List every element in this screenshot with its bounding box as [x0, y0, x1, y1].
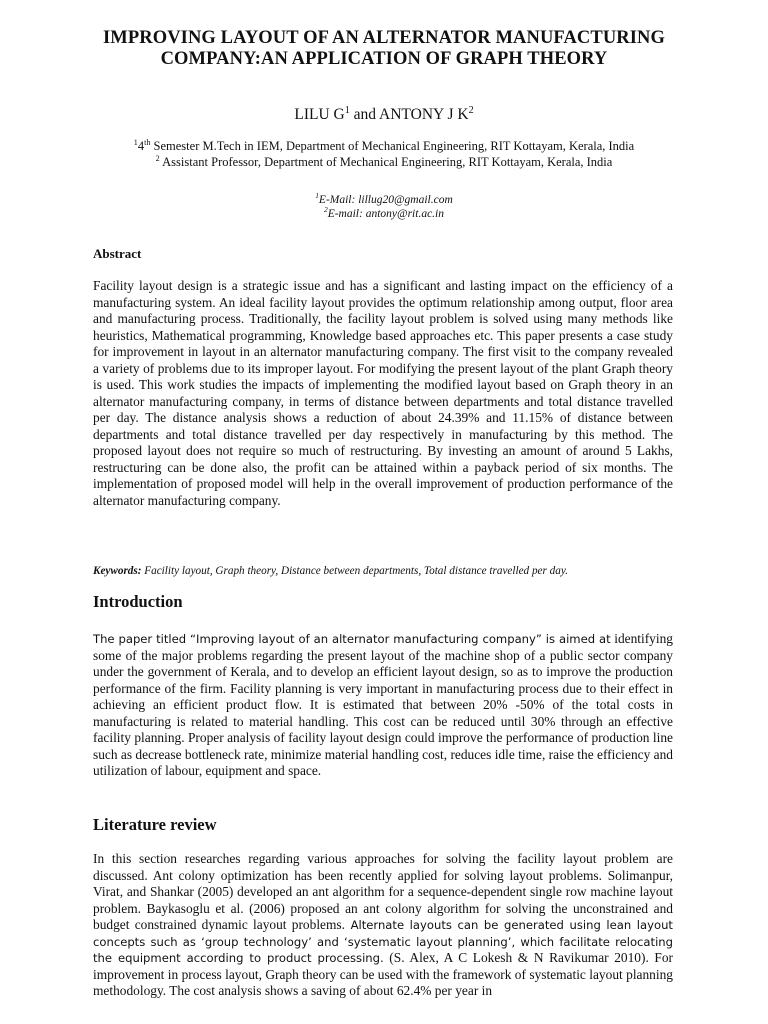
author-2: ANTONY J K: [379, 106, 469, 123]
email-1: $^1$E-Mail: lillug20@gmail.com: [315, 191, 453, 206]
introduction-lead: The paper titled “Improving layout of an alternator manufacturing company” is aimed at: [93, 632, 611, 646]
introduction-text: [93, 631, 673, 780]
affiliations: [60, 138, 708, 170]
affiliation-1-text: Semester M.Tech in IEM, Department of Mechanical Engineering, RIT Kottayam, Kerala, India: [150, 139, 635, 153]
literature-part-1: In this section researches regarding various approaches for solving the facility layout problem are discussed. Ant colony optimization has been recently applied for solving layout problems. Solimanpur, Virat, and Shankar (2005) developed an ant algorithm for a sequence-dependent single row machine layout problem. Baykasoglu et al. (2006) proposed an ant colony algorithm for solving the unconstrained and budget constrained dynamic layout problems.: [93, 851, 673, 932]
literature-part-3: (S. Alex, A C Lokesh & N Ravikumar 2010). For improvement in process layout, Graph theory can be used with the framework of systematic layout planning methodology. The cost analysis shows a saving of about 62.4% per year in: [93, 950, 674, 998]
affiliation-2-text: Assistant Professor, Department of Mechanical Engineering, RIT Kottayam, Kerala, India: [159, 155, 613, 169]
literature-review-heading: Literature review: [93, 815, 217, 834]
introduction-body: identifying some of the major problems regarding the present layout of the machine shop of a public sector company under the government of Kerala, and to develop an efficient layout design, so as to improve the production performance of the firm. Facility planning is very important in manufacturing process due to their effect in achieving an efficient product flow. It is estimated that between 20% -50% of the total costs in manufacturing is related to material handling. This cost can be reduced until 30% through an effective facility planning. Proper analysis of facility layout design could improve the performance of production line such as decrease bottleneck rate, minimize material handling cost, reduces idle time, raise the efficiency and utilization of labour, equipment and space.: [93, 631, 673, 778]
keywords-line: [93, 564, 683, 578]
email-2: $^2$E-mail: antony@rit.ac.in: [323, 204, 445, 220]
affiliation-2: [60, 154, 708, 170]
author-connector: and: [349, 106, 380, 123]
author-1-superscript: 1: [344, 104, 350, 116]
affiliation-1: $^1$4th Semester M.Tech in IEM, Department of Mechanical Engineering, RIT Kottayam, Kerala, India: [133, 137, 635, 153]
keywords-label: Keywords:: [93, 565, 142, 577]
literature-review-text: [93, 851, 673, 1000]
keywords-text: Facility layout, Graph theory, Distance between departments, Total distance travelled per day.: [141, 565, 568, 577]
abstract-text: Facility layout design is a strategic issue and has a significant and lasting impact on the efficiency of a manufacturing system. An ideal facility layout provides the optimum relationship among output, floor area and manufacturing process. Traditionally, the facility layout problem is solved using many methods like heuristics, Mathematical programming, Knowledge based approaches etc. This paper presents a case study for improvement in layout in an alternator manufacturing company. The first visit to the company revealed a variety of problems due to its improper layout. For modifying the present layout of the plant Graph theory is used. This work studies the impacts of implementing the modified layout based on Graph theory in an alternator manufacturing company, in terms of distance between departments and total distance travelled per day. The distance analysis shows a reduction of about 24.39% and 11.15% of distance between departments and total distance travelled per day respectively in manufacturing by this method. The proposed layout does not require so much of restructuring. By investing an amount of around 5 Lakhs, restructuring can be done also, the profit can be attained within a payback period of six months. The implementation of proposed model will help in the overall improvement of production performance of the alternator manufacturing company.: [93, 278, 673, 508]
author-line: [60, 106, 708, 124]
literature-part-2: Alternate layouts can be generated using lean layout concepts such as ‘group technology’ and ‘systematic layout planning’, which facilitate relocating the equipment according to product processing.: [93, 918, 673, 965]
paper-title: IMPROVING LAYOUT OF AN ALTERNATOR MANUFACTURING COMPANY:AN APPLICATION OF GRAPH THEORY: [103, 28, 665, 69]
affiliation-2-marker: 2: [155, 153, 160, 163]
author-1: LILU G: [294, 106, 345, 123]
introduction-heading: Introduction: [93, 592, 183, 611]
author-2-superscript: 2: [468, 104, 474, 116]
email-block: [60, 191, 708, 221]
affiliation-1-marker: 1: [133, 137, 138, 147]
abstract-heading: Abstract: [93, 246, 142, 261]
